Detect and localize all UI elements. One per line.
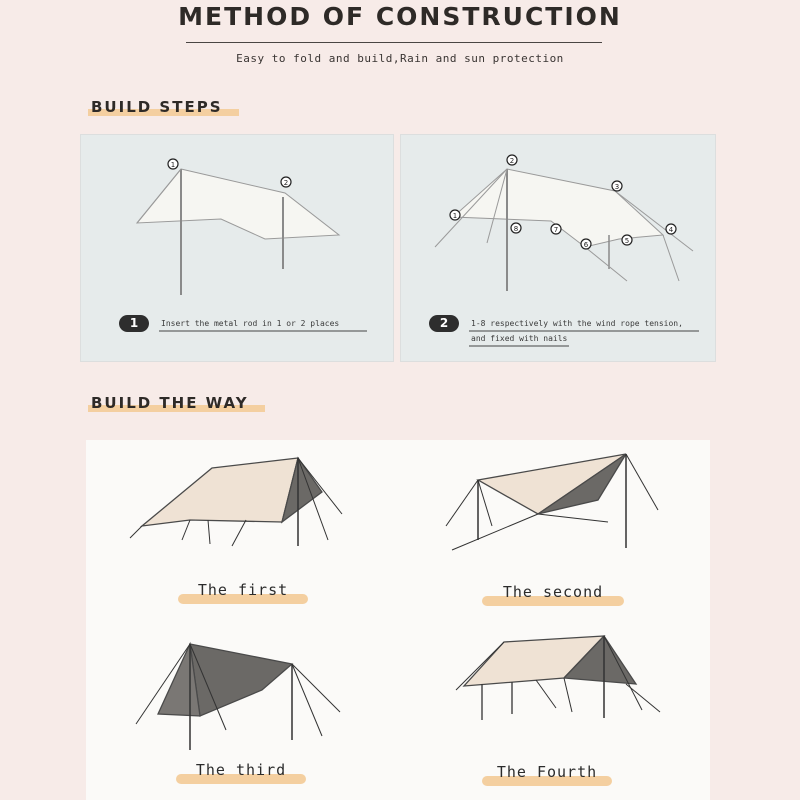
setup-first-illustration [130,458,342,546]
build-the-way-heading-text: BUILD THE WAY [91,394,249,412]
svg-text:4: 4 [668,226,674,234]
svg-text:8: 8 [513,225,519,233]
marker-1 [168,159,178,169]
svg-text:7: 7 [553,226,559,234]
caption-fourth: The Fourth [496,763,598,781]
marker-4 [666,224,676,234]
svg-text:5: 5 [624,237,630,245]
marker-5 [622,235,632,245]
tarp-shape [453,169,663,247]
setup-second-illustration [446,454,658,550]
svg-text:1: 1 [452,212,458,220]
guy-line [585,247,627,281]
step-card-2 [400,134,716,362]
build-ways-illustrations [86,440,710,800]
marker-3 [612,181,622,191]
caption-third: The third [195,761,287,779]
page-subtitle: Easy to fold and build,Rain and sun protection [236,52,564,65]
svg-text:2: 2 [283,179,289,187]
marker-2 [281,177,291,187]
title-divider [186,42,602,43]
step-2-text-line2: and fixed with nails [471,334,568,343]
setup-third-illustration [136,644,340,750]
step-number-badge: 1 [119,315,149,332]
svg-text:3: 3 [614,183,620,191]
step-card-1 [80,134,394,362]
marker-2 [507,155,517,165]
marker-7 [551,224,561,234]
build-steps-heading [88,98,227,116]
svg-text:6: 6 [583,241,589,249]
page-title: METHOD OF CONSTRUCTION [178,2,622,31]
marker-1 [450,210,460,220]
marker-8 [511,223,521,233]
step-2-text-line1: 1-8 respectively with the wind rope tension, [471,319,683,328]
caption-first: The first [197,581,289,599]
build-the-way-panel [86,440,710,800]
build-the-way-heading [88,394,253,412]
caption-second: The second [502,583,604,601]
step-number-badge: 2 [429,315,459,332]
svg-text:1: 1 [170,161,176,169]
svg-text:2: 2 [509,157,515,165]
build-steps-heading-text: BUILD STEPS [91,98,223,116]
step-1-text: Insert the metal rod in 1 or 2 places [161,319,340,328]
marker-6 [581,239,591,249]
guy-line [663,235,679,281]
setup-fourth-illustration [456,636,660,720]
tarp-shape [137,169,339,239]
